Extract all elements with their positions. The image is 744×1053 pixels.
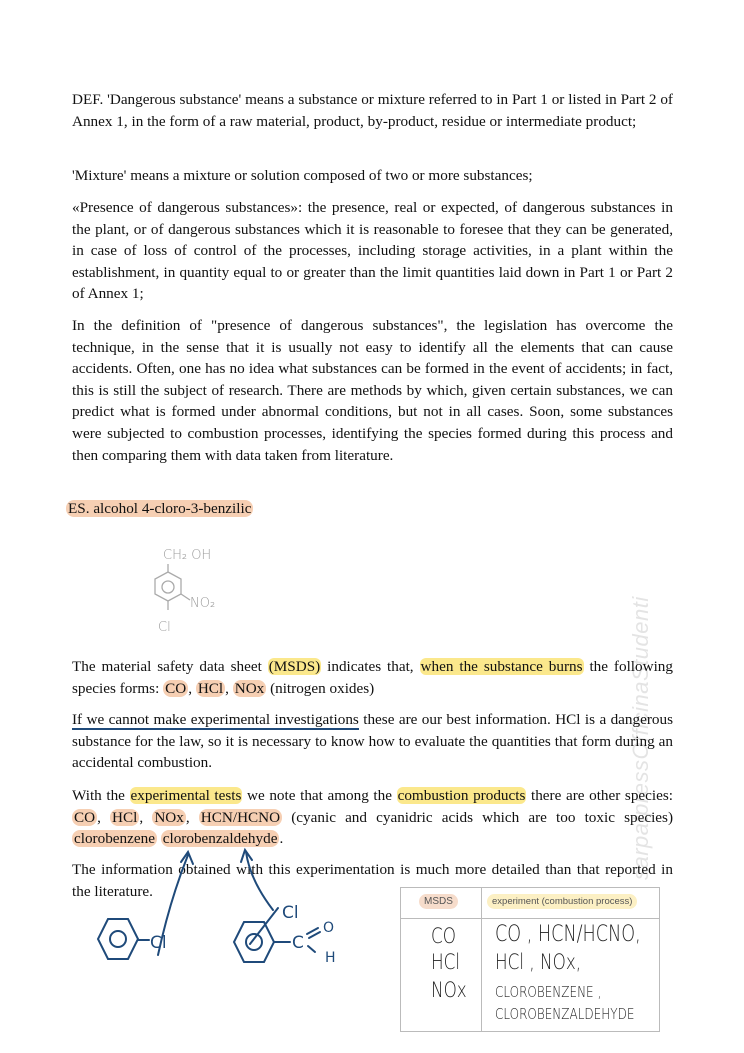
- text-segment: the following species forms:: [72, 658, 673, 697]
- text-segment: If we cannot make experimental investigations: [72, 711, 359, 728]
- paragraph-information: The information obtained with this experimentation is much more detailed than that reported in the literature.: [72, 861, 673, 900]
- label-cl: Cl: [158, 620, 171, 635]
- text-segment: ,: [97, 808, 111, 826]
- label-o: O: [323, 920, 335, 936]
- text-segment: combustion products: [397, 787, 526, 804]
- experiment-cell: CLOROBENZENE ,: [495, 983, 602, 1001]
- paragraph-legislation: In the definition of "presence of dangerous substances", the legislation has overcome the technique, in the sense that it is usually not easy to identify all the elements that can cause accidents. Often, one has no idea what substances can be formed in the event of accidents; in fact, this is still the subject of research. There are methods by which, given certain substances, we can predict what is formed under abnormal conditions, but not in all cases. Soon, some substances were subjected to combustion processes, identifying the species formed during this process and then comparing them with data taken from literature.: [72, 317, 673, 464]
- msds-cell: NOx: [431, 978, 467, 1002]
- definition-mixture: 'Mixture' means a mixture or solution composed of two or more substances;: [72, 167, 533, 184]
- label-no2: NO₂: [190, 596, 216, 611]
- experiment-cell: CO , HCN/HCNO,: [495, 922, 641, 947]
- text-segment: With the: [72, 787, 130, 804]
- label-c: C: [292, 933, 304, 953]
- definition-presence: «Presence of dangerous substances»: the presence, real or expected, of dangerous substances in the plant, or of dangerous substances which it is reasonable to foresee that they can be generated, in case of loss of control of the processes, including storage activities, in a plant within the establishment, in quantity equal to or greater than the limit quantities laid down in Part 1 or Part 2 of Annex 1;: [72, 199, 673, 303]
- text-segment: ,: [188, 679, 196, 697]
- text-segment: HCN/HCNO: [200, 808, 281, 826]
- text-segment: indicates that,: [321, 658, 420, 675]
- example-highlight: ES. alcohol 4-cloro-3-benzilic: [68, 500, 252, 517]
- text-segment: The material safety data sheet: [72, 658, 268, 675]
- text-segment: NOx: [154, 808, 184, 826]
- text-segment: HCl: [197, 679, 224, 697]
- text-segment: ,: [225, 679, 233, 697]
- msds-cell: HCl: [431, 950, 461, 974]
- msds-cell: CO: [431, 924, 456, 948]
- text-segment: when the substance burns: [420, 658, 583, 675]
- text-segment: experimental tests: [130, 787, 242, 804]
- text-segment: .: [279, 830, 284, 848]
- header-msds: MSDS: [419, 894, 458, 909]
- experiment-cell: HCl , NOx,: [495, 950, 582, 974]
- label-h: H: [325, 950, 336, 966]
- text-segment: HCl: [112, 808, 138, 826]
- faded-benzene-ring: [155, 564, 190, 610]
- header-experiment: experiment (combustion process): [487, 894, 637, 909]
- text-segment: NOx: [234, 679, 265, 697]
- text-segment: we note that among the: [242, 787, 397, 804]
- text-segment: there are other species:: [526, 787, 673, 804]
- text-segment: ,: [139, 808, 153, 826]
- chlorobenzaldehyde-structure: [234, 908, 320, 962]
- comparison-table: [400, 887, 660, 1032]
- chlorobenzene-structure: [98, 919, 149, 959]
- text-segment: CO: [74, 808, 96, 826]
- text-segment: these are our best information. HCl is a dangerous substance for the law, so it is necessary to know how to evaluate the quantities that form during an accidental combustion.: [72, 711, 674, 772]
- arrow-clorobenzaldehyde: [246, 852, 273, 910]
- watermark: sarpatpressOfficinaStudenti: [628, 596, 653, 880]
- text-segment: (MSDS): [268, 658, 321, 675]
- definition-dangerous-substance: DEF. 'Dangerous substance' means a substance or mixture referred to in Part 1 or listed in Part 2 of Annex 1, in the form of a raw material, product, by-product, residue or intermediate product;: [72, 91, 673, 130]
- label-cl-1: Cl: [150, 933, 167, 953]
- text-segment: clorobenzene: [74, 830, 155, 848]
- text-segment: (nitrogen oxides): [266, 679, 375, 697]
- text-segment: (cyanic and cyanidric acids which are too toxic species): [282, 808, 674, 826]
- text-segment: ,: [185, 808, 199, 826]
- label-cl-2: Cl: [282, 903, 299, 923]
- experiment-cell: CLOROBENZALDEHYDE: [495, 1005, 635, 1023]
- label-ch2oh: CH₂ OH: [163, 548, 212, 563]
- text-segment: clorobenzaldehyde: [162, 830, 278, 848]
- text-segment: CO: [165, 679, 187, 697]
